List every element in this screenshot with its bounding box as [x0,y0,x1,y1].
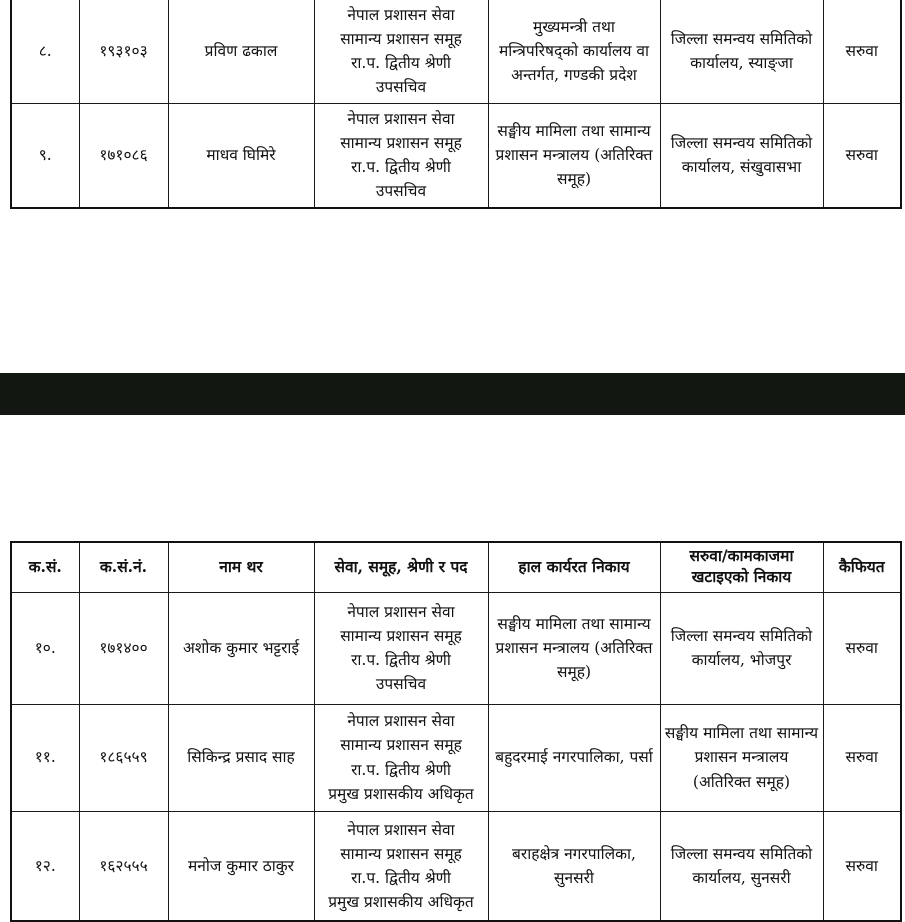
service-line: नेपाल प्रशासन सेवा [347,602,455,621]
cell-serial-number: १२. [11,811,79,921]
table-header-row [11,542,901,592]
service-line: रा.प. द्वितीय श्रेणी [351,53,451,72]
service-line: नेपाल प्रशासन सेवा [347,820,455,839]
cell-service-group [314,0,488,103]
service-line: सामान्य प्रशासन समूह [340,626,462,645]
table-row [11,704,901,811]
cell-current-office: बराहक्षेत्र नगरपालिका, सुनसरी [488,811,660,921]
cell-remarks: सरुवा [823,103,901,208]
cell-service-group [314,704,488,811]
cell-serial-number: ९. [11,103,79,208]
transfer-table-upper [10,0,902,209]
cell-transfer-office: जिल्ला समन्वय समितिको कार्यालय, सुनसरी [660,811,823,921]
cell-employee-number: १७१४०० [79,592,168,704]
service-line: रा.प. द्वितीय श्रेणी [351,651,451,669]
cell-transfer-office: सङ्घीय मामिला तथा सामान्य प्रशासन मन्त्रालय (अतिरिक्त समूह) [660,704,823,811]
header-service-group: सेवा, समूह, श्रेणी र पद [314,542,488,592]
cell-name: अशोक कुमार भट्टराई [168,592,314,704]
cell-name: माधव घिमिरे [168,103,314,208]
service-line: सामान्य प्रशासन समूह [340,736,462,755]
service-line: सामान्य प्रशासन समूह [340,134,462,153]
transfer-table-lower [10,541,902,922]
cell-name: प्रविण ढकाल [168,0,314,103]
cell-service-group [314,103,488,208]
cell-employee-number: १७१०८६ [79,103,168,208]
header-remarks: कैफियत [823,542,901,592]
cell-current-office: सङ्घीय मामिला तथा सामान्य प्रशासन मन्त्रालय (अतिरिक्त समूह) [488,592,660,704]
service-line: नेपाल प्रशासन सेवा [347,5,455,24]
table-row [11,811,901,921]
cell-service-group [314,592,488,704]
service-line: उपसचिव [375,675,427,694]
header-current-office: हाल कार्यरत निकाय [488,542,660,592]
service-line: नेपाल प्रशासन सेवा [347,712,455,731]
cell-remarks: सरुवा [823,704,901,811]
cell-remarks: सरुवा [823,0,901,103]
cell-service-group [314,811,488,921]
table-row [11,103,901,208]
service-line: सामान्य प्रशासन समूह [340,844,462,863]
header-transfer-office: सरुवा/कामकाजमा खटाइएको निकाय [660,542,823,592]
cell-transfer-office: जिल्ला समन्वय समितिको कार्यालय, भोजपुर [660,592,823,704]
cell-employee-number: १९३१०३ [79,0,168,103]
cell-serial-number: ८. [11,0,79,103]
cell-remarks: सरुवा [823,592,901,704]
cell-serial-number: १०. [11,592,79,704]
cell-current-office: मुख्यमन्त्री तथा मन्त्रिपरिषद्को कार्यालय वा अन्तर्गत, गण्डकी प्रदेश [488,0,660,103]
cell-name: सिकिन्द्र प्रसाद साह [168,704,314,811]
header-serial-number: क.सं. [11,542,79,592]
cell-transfer-office: जिल्ला समन्वय समितिको कार्यालय, स्याङ्जा [660,0,823,103]
service-line: रा.प. द्वितीय श्रेणी [351,760,451,779]
service-line: रा.प. द्वितीय श्रेणी [351,158,451,177]
cell-serial-number: ११. [11,704,79,811]
cell-current-office: सङ्घीय मामिला तथा सामान्य प्रशासन मन्त्रालय (अतिरिक्त समूह) [488,103,660,208]
cell-employee-number: १६२५५५ [79,811,168,921]
service-line: प्रमुख प्रशासकीय अधिकृत [328,892,474,911]
service-line: उपसचिव [375,77,427,96]
table-row [11,592,901,704]
service-line: उपसचिव [375,182,427,201]
service-line: सामान्य प्रशासन समूह [340,29,462,48]
cell-name: मनोज कुमार ठाकुर [168,811,314,921]
table-row [11,0,901,103]
cell-employee-number: १८६५५९ [79,704,168,811]
cell-current-office: बहुदरमाई नगरपालिका, पर्सा [488,704,660,811]
service-line: प्रमुख प्रशासकीय अधिकृत [328,784,474,803]
page-separator-bar [0,373,905,415]
cell-transfer-office: जिल्ला समन्वय समितिको कार्यालय, संखुवासभा [660,103,823,208]
header-name: नाम थर [168,542,314,592]
service-line: नेपाल प्रशासन सेवा [347,110,455,129]
cell-remarks: सरुवा [823,811,901,921]
header-employee-number: क.सं.नं. [79,542,168,592]
service-line: रा.प. द्वितीय श्रेणी [351,868,451,887]
